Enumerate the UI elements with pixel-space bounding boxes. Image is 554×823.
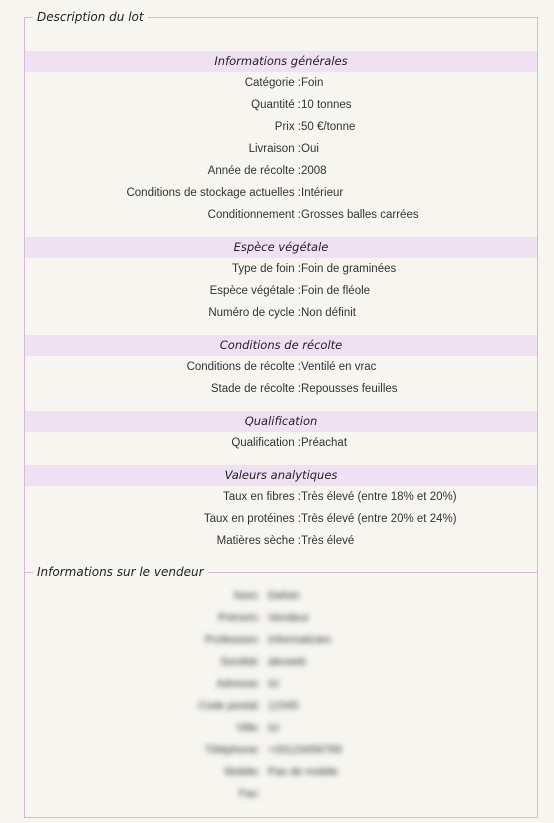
info-value: Non définit xyxy=(301,307,356,319)
vendor-label: Fax: xyxy=(238,788,260,800)
info-row xyxy=(25,182,537,204)
info-label: Conditionnement : xyxy=(207,209,301,221)
info-value: Foin xyxy=(301,77,324,89)
info-label: Prix : xyxy=(274,121,301,133)
info-value: Intérieur xyxy=(301,187,344,199)
info-label: Numéro de cycle : xyxy=(208,307,301,319)
vendor-row xyxy=(165,629,385,651)
section-title: Conditions de récolte xyxy=(25,335,537,356)
info-row xyxy=(25,204,537,226)
vendor-value: +33123456789 xyxy=(268,744,342,756)
section-title: Qualification xyxy=(25,411,537,432)
info-value: Très élevé (entre 18% et 20%) xyxy=(301,491,457,503)
section-analytical-values xyxy=(25,465,537,552)
vendor-row xyxy=(165,783,385,805)
info-value: Préachat xyxy=(301,437,348,449)
info-label: Type de foin : xyxy=(231,263,301,275)
info-row xyxy=(25,432,537,454)
section-title: Informations générales xyxy=(25,51,537,72)
info-value: Foin de graminées xyxy=(301,263,397,275)
vendor-value: Informaticien xyxy=(268,634,331,646)
info-row xyxy=(25,138,537,160)
vendor-value: abcweb xyxy=(268,656,306,668)
info-row xyxy=(25,356,537,378)
info-row xyxy=(25,94,537,116)
info-label: Quantité : xyxy=(251,99,301,111)
vendor-row xyxy=(165,673,385,695)
vendor-label: Téléphone: xyxy=(204,744,260,756)
info-row xyxy=(25,378,537,400)
vendor-row xyxy=(165,761,385,783)
info-label: Espèce végétale : xyxy=(209,285,301,297)
vendor-label: Ville: xyxy=(236,722,260,734)
section-title: Valeurs analytiques xyxy=(25,465,537,486)
info-row xyxy=(25,530,537,552)
info-value: Très élevé (entre 20% et 24%) xyxy=(301,513,457,525)
info-label: Catégorie : xyxy=(244,77,301,89)
vendor-label: Nom: xyxy=(233,590,260,602)
vendor-row xyxy=(165,717,385,739)
info-row xyxy=(25,486,537,508)
vendor-info-legend: Informations sur le vendeur xyxy=(33,564,208,580)
info-value: Très élevé xyxy=(301,535,355,547)
info-value: 50 €/tonne xyxy=(301,121,356,133)
info-row xyxy=(25,160,537,182)
vendor-label: Adresse: xyxy=(216,678,260,690)
vendor-details-blurred xyxy=(165,585,385,805)
info-label: Qualification : xyxy=(231,437,301,449)
section-general-info xyxy=(25,51,537,226)
section-harvest-conditions xyxy=(25,335,537,400)
vendor-value: Pas de mobile xyxy=(268,766,338,778)
info-row xyxy=(25,116,537,138)
vendor-value: Vendeur xyxy=(268,612,309,624)
info-value: Grosses balles carrées xyxy=(301,209,419,221)
info-value: Repousses feuilles xyxy=(301,383,398,395)
info-row xyxy=(25,258,537,280)
info-row xyxy=(25,280,537,302)
info-value: Foin de fléole xyxy=(301,285,371,297)
info-value: Oui xyxy=(301,143,319,155)
info-label: Taux en fibres : xyxy=(223,491,301,503)
vendor-row xyxy=(165,585,385,607)
info-label: Taux en protéines : xyxy=(203,513,301,525)
vendor-value: 12345 xyxy=(268,700,299,712)
vendor-label: Profession: xyxy=(204,634,260,646)
vendor-value: Defoin xyxy=(268,590,300,602)
vendor-row xyxy=(165,695,385,717)
info-value: 10 tonnes xyxy=(301,99,352,111)
lot-description-fieldset xyxy=(24,10,538,573)
vendor-value: Ici xyxy=(268,722,279,734)
vendor-label: Société: xyxy=(220,656,260,668)
info-row xyxy=(25,302,537,324)
info-value: Ventilé en vrac xyxy=(301,361,377,373)
info-value: 2008 xyxy=(301,165,327,177)
vendor-info-fieldset xyxy=(24,565,538,818)
info-label: Livraison : xyxy=(248,143,301,155)
info-row xyxy=(25,508,537,530)
vendor-label: Code postal: xyxy=(198,700,260,712)
vendor-row xyxy=(165,651,385,673)
vendor-value: Ici xyxy=(268,678,279,690)
section-plant-species xyxy=(25,237,537,324)
info-label: Matières sèche : xyxy=(216,535,301,547)
vendor-row xyxy=(165,739,385,761)
info-label: Conditions de stockage actuelles : xyxy=(126,187,301,199)
vendor-label: Mobile: xyxy=(224,766,260,778)
info-label: Stade de récolte : xyxy=(210,383,301,395)
vendor-label: Prénom: xyxy=(218,612,260,624)
info-label: Année de récolte : xyxy=(207,165,301,177)
section-qualification xyxy=(25,411,537,454)
lot-description-legend: Description du lot xyxy=(33,9,148,25)
info-row xyxy=(25,72,537,94)
info-label: Conditions de récolte : xyxy=(186,361,301,373)
section-title: Espèce végétale xyxy=(25,237,537,258)
vendor-row xyxy=(165,607,385,629)
